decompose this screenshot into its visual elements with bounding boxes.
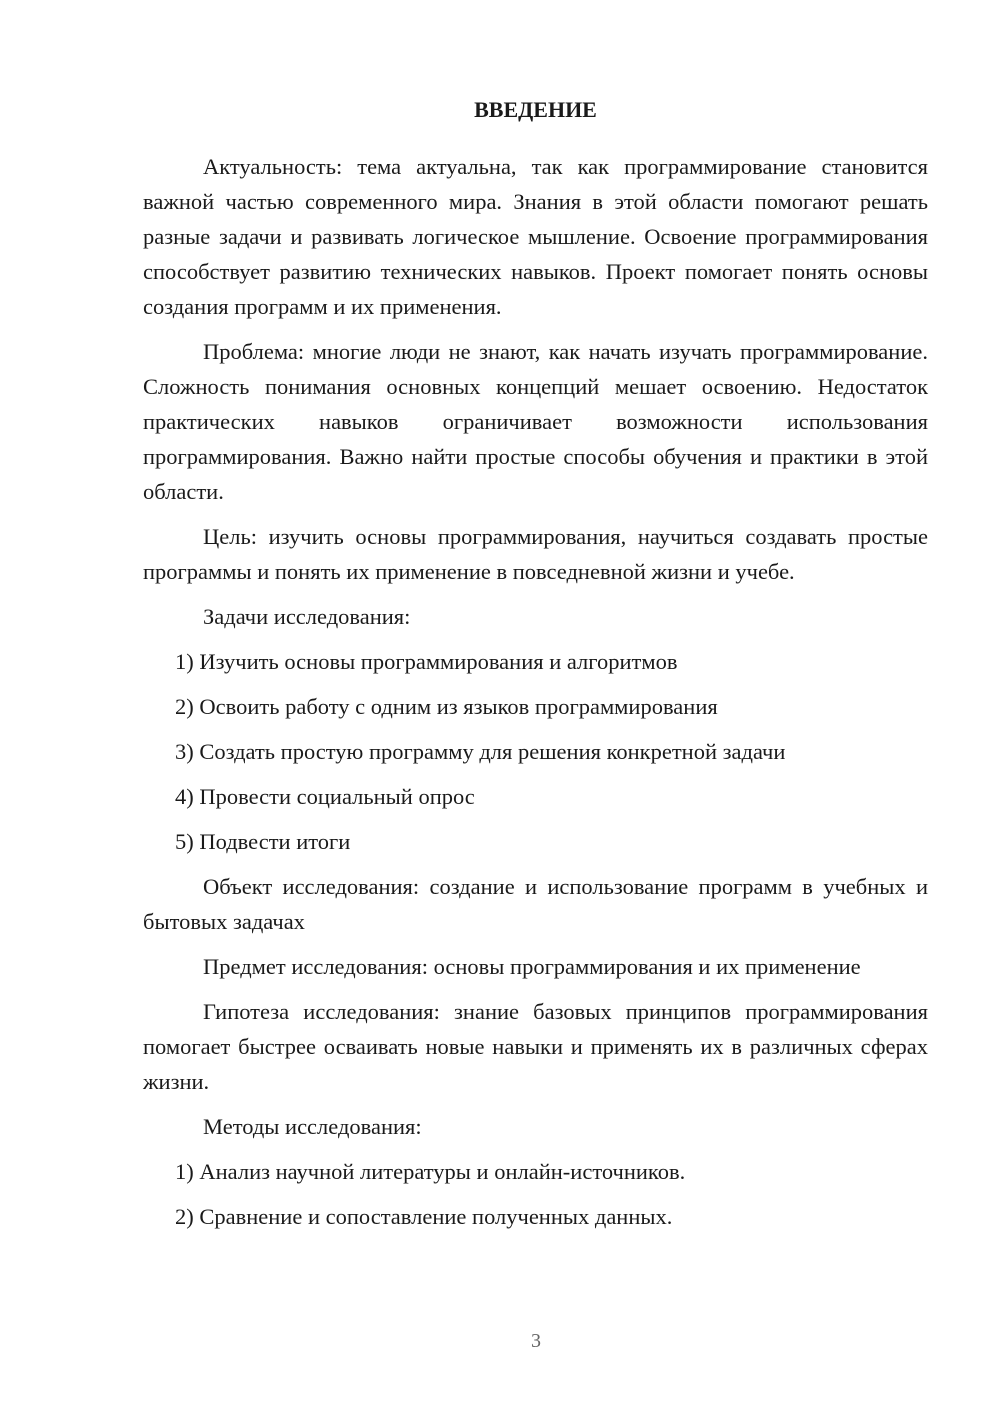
goal-paragraph: Цель: изучить основы программирования, научиться создавать простые программы и понять их применение в повседневной жизни и учебе. [143, 524, 928, 584]
task-item: 3) Создать простую программу для решения конкретной задачи [175, 739, 786, 764]
problem-paragraph: Проблема: многие люди не знают, как начать изучать программирование. Сложность понимания основных концепций мешает освоению. Недостаток практических навыков ограничивает возможности использования программирования. Важно найти простые способы обучения и практики в этой области. [143, 339, 928, 504]
methods-list [143, 1154, 928, 1234]
method-item: 2) Сравнение и сопоставление полученных данных. [175, 1204, 673, 1229]
tasks-heading: Задачи исследования: [203, 604, 411, 629]
subject-paragraph: Предмет исследования: основы программирования и их применение [203, 954, 861, 979]
relevance-paragraph: Актуальность: тема актуальна, так как программирование становится важной частью современного мира. Знания в этой области помогают решать разные задачи и развивать логическое мышление. Освоение программирования способствует развитию технических навыков. Проект помогает понять основы создания программ и их применения. [143, 154, 928, 319]
object-paragraph: Объект исследования: создание и использование программ в учебных и бытовых задачах [143, 874, 928, 934]
task-item: 2) Освоить работу с одним из языков программирования [175, 694, 718, 719]
page-number: 3 [531, 1330, 541, 1352]
task-item: 5) Подвести итоги [175, 829, 351, 854]
task-item: 1) Изучить основы программирования и алгоритмов [175, 649, 678, 674]
method-item: 1) Анализ научной литературы и онлайн-источников. [175, 1159, 686, 1184]
methods-heading: Методы исследования: [203, 1114, 422, 1139]
page-content [143, 92, 928, 1244]
page-title: ВВЕДЕНИЕ [474, 97, 597, 122]
hypothesis-paragraph: Гипотеза исследования: знание базовых принципов программирования помогает быстрее осваивать новые навыки и применять их в различных сферах жизни. [143, 999, 928, 1094]
tasks-list [143, 644, 928, 859]
task-item: 4) Провести социальный опрос [175, 784, 475, 809]
